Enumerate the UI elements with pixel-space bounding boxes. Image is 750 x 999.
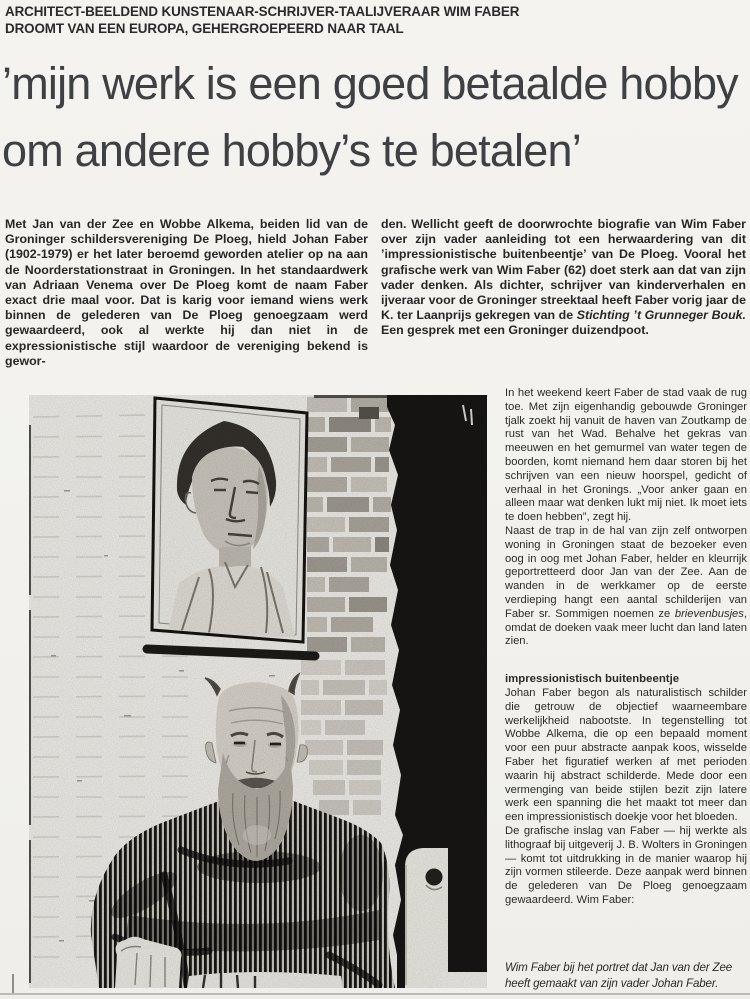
intro-column-right [381,217,746,369]
paragraph-gap [505,649,747,673]
intro-section [5,217,746,369]
p2-italic: brievenbusjes [674,607,744,620]
kicker [5,4,625,37]
intro-right-italic: Stichting ’t Grunneger Bouk. [576,308,746,323]
photo-caption-line-2: heeft gemaakt van zijn vader Johan Faber. [505,977,719,990]
article-paragraph-1: In het weekend keert Faber de stad vaak de rug toe. Met zijn eigenhandig gebouwde Groninger tjalk zoekt hij vanuit de haven van Zoutkamp de rust van het Wad. Behalve het gekras van meeuwen en het gemurmel van water tegen de boorden, komt niemand hem daar storen bij het schrijven van een nieuw hoorspel, gedicht of verhaal in het Gronings. „Voor anker gaan en alleen maar wat denken lukt mij niet. Ik moet iets te doen hebben”, zegt hij. [505,387,747,524]
article-paragraph-2 [505,525,747,649]
kicker-line-1: ARCHITECT-BEELDEND KUNSTENAAR-SCHRIJVER-TAALIJVERAAR WIM FABER [5,4,520,19]
intro-right-text-after: Een gesprek met een Groninger duizendpoot. [381,323,649,338]
article-paragraph-4: De grafische inslag van Faber — hij werkte als lithograaf bij uitgeverij J. B. Wolters in Groningen — komt tot uitdrukking in de manier waarop hij zijn vormen stileerde. Deze aanpak werd binnen de gelederen van De Ploeg genoegzaam gewaardeerd. Wim Faber: [505,824,747,906]
photo-illustration [29,395,487,988]
article-photo [29,395,487,988]
article-body-column [505,387,747,908]
photo-caption-line-1: Wim Faber bij het portret dat Jan van der Zee [505,961,733,974]
scan-artifact-left-tick [12,974,14,993]
p2-text-after: , omdat de doeken vaak meer lucht dan land laten zien. [505,607,747,648]
photo-caption [505,960,750,992]
scan-artifact-bottom-line [0,993,750,995]
headline-line-2: om andere hobby’s te betalen’ [2,125,581,176]
kicker-line-2: DROOMT VAN EEN EUROPA, GEHERGROEPEERD NAAR TAAL [5,20,404,36]
intro-right-text: den. Wellicht geeft de doorwrochte biografie van Wim Faber over zijn vader aanleiding tot een herwaardering van dit ’impressionistische buitenbeentje’ van De Ploeg. Vooral het grafische werk van Wim Faber (62) doet sterk aan dat van zijn vader denken. Als dichter, schrijver van kinderverhalen en ijveraar voor de Groninger streektaal heeft Faber vorig jaar de K. ter Laanprijs gekregen van de [381,217,746,323]
article-subhead: impressionistisch buitenbeentje [505,673,680,686]
p2-text: Naast de trap in de hal van zijn zelf ontworpen woning in Groningen staat de bezoeker even oog in oog met Johan Faber, helder en kleurrijk geportretteerd door Jan van der Zee. Aan de wanden in de werkkamer op de eerste verdieping hangt een aantal schilderijen van Faber sr. Sommigen noemen ze [505,524,747,620]
intro-column-left: Met Jan van der Zee en Wobbe Alkema, beiden lid van de Groninger schildersvereniging De Ploeg, hield Johan Faber (1902-1979) er het later beroemd geworden atelier op na aan de Noorderstationstraat in Groningen. In het standaardwerk van Adriaan Venema over De Ploeg komt de naam Faber exact drie maal voor. Dat is karig voor iemand wiens werk binnen de gelederen van De Ploeg genoegzaam werd gewaardeerd, ook al werkte hij dan niet in de expressionistische stijl waardoor de vereniging bekend is gewor- [5,217,368,368]
headline-line-1: ’mijn werk is een goed betaalde hobby [2,58,738,109]
headline [2,50,750,184]
article-paragraph-3: Johan Faber begon als naturalistisch schilder die getrouw de objectief waarneembare werkelijkheid nabootste. In tegenstelling tot Wobbe Alkema, die op een bepaald moment voor een puur abstracte aanpak koos, wisselde Faber het figuratief werken af met perioden waarin hij abstract schilderde. Mede door een vermenging van beide stijlen bezit zijn latere werk een spanning die het maakt tot meer dan een impressionistisch doekje voor het bloeden. [505,686,747,824]
photo-grain-overlay [29,395,487,988]
